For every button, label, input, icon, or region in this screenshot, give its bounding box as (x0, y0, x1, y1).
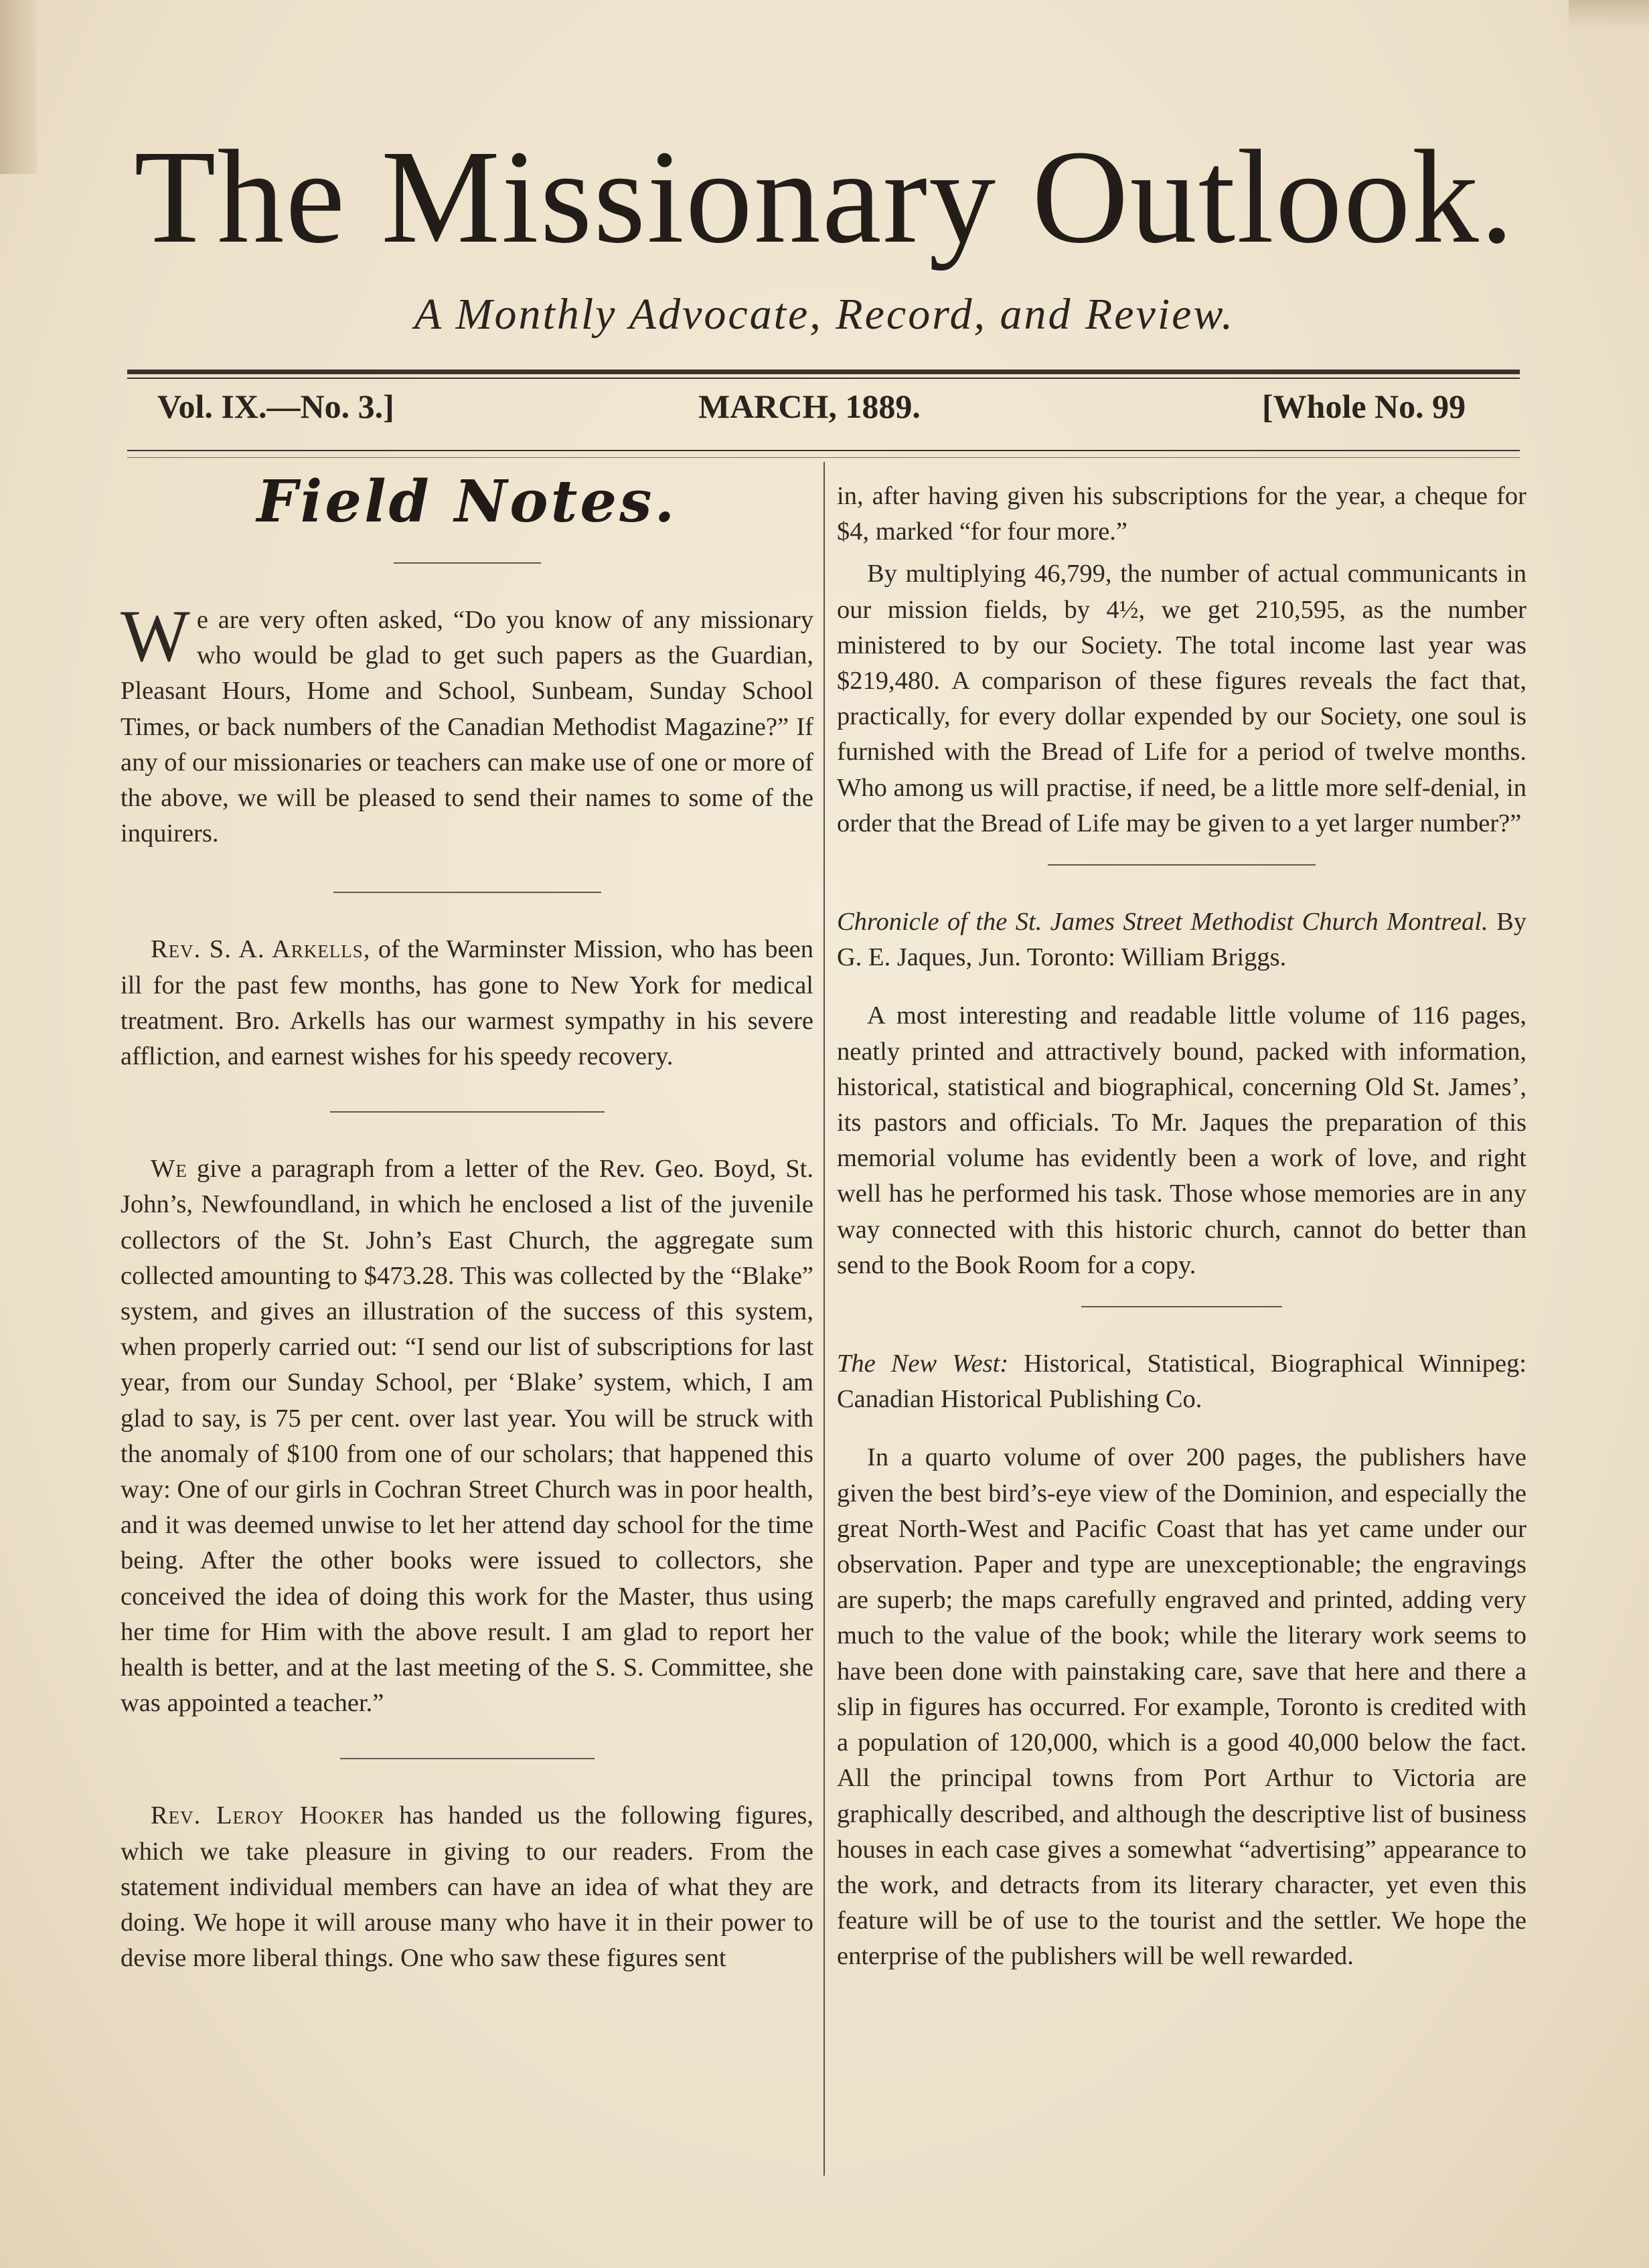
book-review: In a quarto volume of over 200 pages, the publishers have given the best bird’s-eye view of the Dominion, and especially the great North-West and Pacific Coast that has yet came under our observation. Paper and type are unexceptionable; the engravings are superb; the maps carefully engraved and printed, adding very much to the value of the book; while the literary work seems to have been done with painstaking care, save that here and there a slip in figures has occurred. For example, Toronto is credited with a population of 120,000, which is a good 40,000 below the fact. All the principal towns from Port Arthur to Victoria are graphically described, and although the descriptive list of business houses in each case gives a somewhat “advertising” appearance to the work, and detracts from its literary character, yet even this feature will be of use to the tourist and the settler. We hope the enterprise of the publishers will be well rewarded. (837, 1443, 1526, 1971)
page-corner-shadow (1569, 0, 1649, 30)
book-title: The New West: (837, 1350, 1009, 1378)
masthead-subtitle: A Monthly Advocate, Record, and Review. (414, 290, 1235, 339)
separator-rule (333, 892, 601, 893)
separator-rule (1048, 864, 1316, 866)
paragraph-text: of the Warminster Mission, who has been ill for the past few months, has gone to New York for medical treatment. Bro. Arkells has our warmest sympathy in his severe affliction, and earnest wishes for his speedy recovery. (121, 935, 813, 1071)
masthead-rule-thin (127, 378, 1520, 379)
article-paragraph: By multiplying 46,799, the number of actual communicants in our mission fields, by 4½, we get 210,595, as the number ministered to by our Society. The total income last year was $219,480. A comparison of these figures reveals the fact that, practically, for every dollar expended by our Society, one soul is furnished with the Bread of Life for a period of twelve months. Who among us will practise, if need, be a little more self-denial, in order that the Bread of Life may be given to a yet larger number?” (837, 560, 1526, 837)
issue-volume: Vol. IX.—No. 3.] (157, 388, 394, 425)
article-paragraph (121, 1798, 813, 1976)
masthead-rule-thick (127, 370, 1520, 374)
issue-rule-bottom (127, 457, 1520, 458)
section-heading: Field Notes. (256, 468, 678, 536)
separator-rule (330, 1111, 605, 1113)
book-publisher: Historical, Statistical, Biographical Winnipeg: Canadian Historical Publishing Co. (837, 1350, 1526, 1414)
column-divider (823, 462, 825, 2176)
person-name: Rev. Leroy Hooker (151, 1801, 385, 1830)
issue-rule-top (127, 450, 1520, 451)
paragraph-text: has handed us the following figures, which we take pleasure in giving to our readers. From the statement individual members can have an idea of what they are doing. We hope it will arouse many who have it in their power to devise more liberal things. One who saw these figures sent (121, 1801, 813, 1973)
article-paragraph: in, after having given his subscriptions for the year, a cheque for $4, marked “for four more.” (837, 482, 1526, 546)
lead-word: We (151, 1155, 187, 1184)
left-column (121, 469, 813, 2000)
separator-rule (340, 1758, 595, 1759)
book-citation (837, 1346, 1526, 1417)
article-paragraph (121, 932, 813, 1074)
person-name: Rev. S. A. Arkells, (151, 935, 371, 964)
article-paragraph (121, 1151, 813, 1721)
separator-rule (394, 562, 541, 564)
article-paragraph: We are very often asked, “Do you know of any missionary who would be glad to get such papers as the Guardian, Pleasant Hours, Home and School, Sunbeam, Sunday School Times, or back numbers of the Canadian Methodist Magazine?” If any of our missionaries or teachers can make use of one or more of the above, we will be pleased to send their names to some of the inquirers. (121, 595, 813, 848)
book-review: A most interesting and readable little volume of 116 pages, neatly printed and attractively bound, packed with information, historical, statistical and biographical, concerning Old St. James’, its pastors and officials. To Mr. Jaques the preparation of this memorial volume has evidently been a work of love, and right well has he performed his task. Those whose memories are in any way connected with this historic church, cannot do better than send to the Book Room for a copy. (837, 1001, 1526, 1279)
issue-line (157, 387, 1496, 440)
masthead-title: The Missionary Outlook. (134, 123, 1515, 271)
book-publisher: By G. E. Jaques, Jun. Toronto: William Briggs. (837, 908, 1526, 972)
book-title: Chronicle of the St. James Street Methodist Church Montreal. (837, 908, 1488, 937)
book-citation (837, 904, 1526, 975)
paragraph-text: give a paragraph from a letter of the Rev. Geo. Boyd, St. John’s, Newfoundland, in which he enclosed a list of the juvenile collectors of the St. John’s East Church, the aggregate sum collected amounting to $473.28. This was collected by the “Blake” system, and gives an illustration of the success of this system, when properly carried out: “I send our list of subscriptions for last year, from our Sunday School, per ‘Blake’ system, which, I am glad to say, is 75 per cent. over last year. You will be struck with the anomaly of $100 from one of our scholars; that happened this way: One of our girls in Cochran Street Church was in poor health, and it was deemed unwise to let her attend day school for the time being. After the other books were issued to collectors, she conceived the idea of doing this work for the Master, thus using her time for Him with the above result. I am glad to report her health is better, and at the last meeting of the S. S. Committee, she was appointed a teacher.” (121, 1155, 813, 1718)
issue-whole-number: [Whole No. 99 (1262, 388, 1466, 425)
issue-date: MARCH, 1889. (698, 388, 921, 425)
separator-rule (1081, 1306, 1282, 1307)
right-column (837, 479, 1526, 1998)
